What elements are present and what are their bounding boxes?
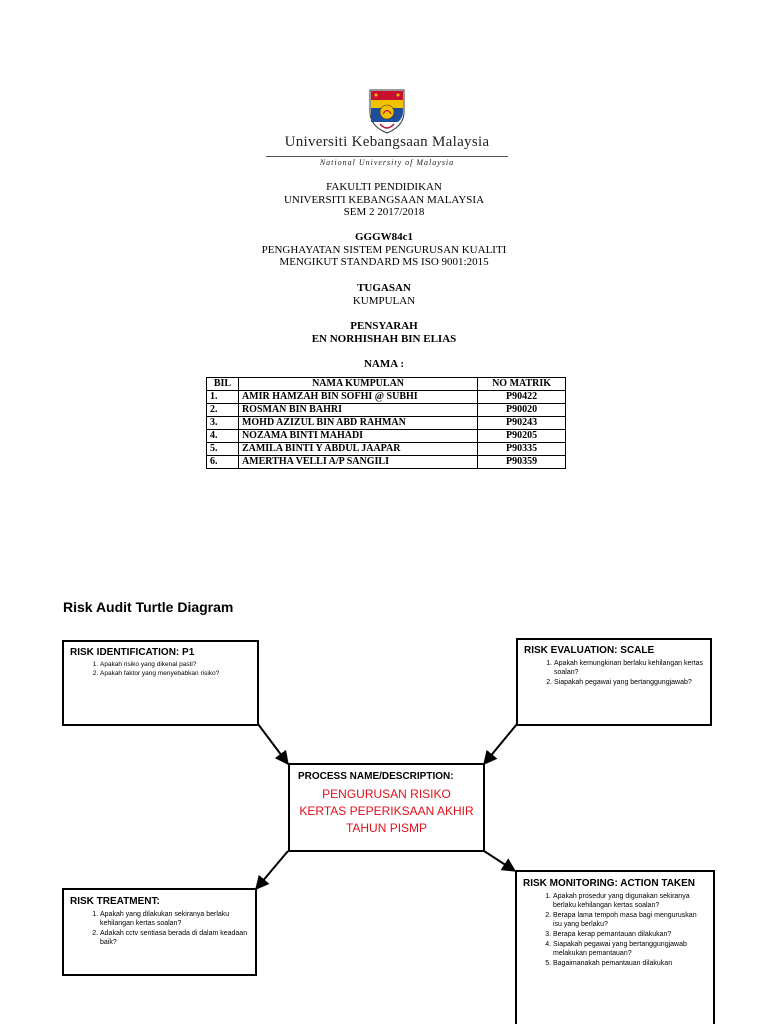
list-item: 3. Berapa kerap pemantauan dilakukan?	[553, 930, 707, 939]
risk-treatment-title: RISK TREATMENT:	[70, 896, 160, 907]
row-name: ZAMILA BINTI Y ABDUL JAAPAR	[238, 443, 477, 456]
risk-treatment-list	[70, 910, 249, 947]
university-subtitle: National University of Malaysia	[319, 158, 455, 167]
arrow-identification-to-process	[258, 724, 288, 764]
course-title-line1: PENGHAYATAN SISTEM PENGURUSAN KUALITI	[261, 243, 507, 256]
list-item: 1. Apakah yang dilakukan sekiranya berlaku kehilangan kertas soalan?	[100, 910, 249, 928]
row-matrik: P90020	[478, 404, 566, 417]
arrow-process-to-monitoring	[484, 851, 515, 871]
row-matrik: P90205	[478, 430, 566, 443]
assignment-label: TUGASAN	[357, 282, 411, 294]
row-name: AMIR HAMZAH BIN SOFHI @ SUBHI	[238, 391, 477, 404]
row-bil: 4.	[207, 430, 239, 443]
list-item: 2. Berapa lama tempoh masa bagi menguruskan isu yang berlaku?	[553, 911, 707, 929]
row-bil: 3.	[207, 417, 239, 430]
university-title: UNIVERSITI KEBANGSAAN MALAYSIA	[283, 193, 485, 206]
column-header-matrik: NO MATRIK	[478, 378, 566, 391]
process-name: PENGURUSAN RISIKO KERTAS PEPERIKSAAN AKHIR TAHUN PISMP	[299, 787, 474, 835]
row-bil: 2.	[207, 404, 239, 417]
row-name: MOHD AZIZUL BIN ABD RAHMAN	[238, 417, 477, 430]
row-bil: 6.	[207, 456, 239, 469]
list-item: 4. Siapakah pegawai yang bertanggungjawab melakukan pemantauan?	[553, 940, 707, 958]
risk-evaluation-list	[524, 659, 704, 687]
row-matrik: P90335	[478, 443, 566, 456]
risk-evaluation-title: RISK EVALUATION: SCALE	[524, 645, 655, 656]
row-matrik: P90359	[478, 456, 566, 469]
risk-monitoring-box	[515, 870, 715, 1024]
row-matrik: P90422	[478, 391, 566, 404]
list-item: 1. Apakah kemungkinan berlaku kehilangan kertas soalan?	[554, 659, 704, 677]
risk-monitoring-title: RISK MONITORING: ACTION TAKEN	[523, 878, 696, 889]
row-bil: 5.	[207, 443, 239, 456]
row-matrik: P90243	[478, 417, 566, 430]
row-name: AMERTHA VELLI A/P SANGILI	[238, 456, 477, 469]
risk-identification-title: RISK IDENTIFICATION: P1	[70, 647, 195, 658]
diagram-title: Risk Audit Turtle Diagram	[63, 599, 234, 615]
lecturer-label: PENSYARAH	[350, 320, 418, 332]
faculty-name: FAKULTI PENDIDIKAN	[326, 181, 442, 193]
course-title-line2: MENGIKUT STANDARD MS ISO 9001:2015	[279, 256, 489, 268]
arrow-process-to-treatment	[256, 851, 288, 889]
row-name: NOZAMA BINTI MAHADI	[238, 430, 477, 443]
risk-identification-list	[70, 661, 251, 678]
list-item: 2. Siapakah pegawai yang bertanggungjawab?	[554, 678, 704, 687]
course-code: GGGW84c1	[354, 231, 414, 243]
list-item: 1. Apakah prosedur yang digunakan sekiranya berlaku kehilangan kertas soalan?	[553, 892, 707, 910]
column-header-bil: BIL	[207, 378, 239, 391]
university-name: Universiti Kebangsaan Malaysia	[284, 134, 490, 150]
process-box	[288, 763, 485, 852]
column-header-name: NAMA KUMPULAN	[238, 378, 477, 391]
row-bil: 1.	[207, 391, 239, 404]
risk-treatment-box	[62, 888, 257, 976]
arrow-evaluation-to-process	[484, 724, 517, 764]
row-name: ROSMAN BIN BAHRI	[238, 404, 477, 417]
list-item: 2. Apakah faktor yang menyebabkan risiko?	[100, 670, 251, 679]
lecturer-name: EN NORHISHAH BIN ELIAS	[311, 332, 457, 345]
list-item: 5. Bagaimanakah pemantauan dilakukan	[553, 959, 707, 968]
assignment-type: KUMPULAN	[352, 294, 416, 307]
process-title: PROCESS NAME/DESCRIPTION:	[298, 771, 454, 782]
members-label: NAMA :	[363, 358, 405, 370]
risk-evaluation-box	[516, 638, 712, 726]
semester: SEM 2 2017/2018	[343, 206, 425, 218]
list-item: 1. Apakah risiko yang dikenal pasti?	[100, 661, 251, 670]
risk-identification-box	[62, 640, 259, 726]
list-item: 2. Adakah cctv sentiasa berada di dalam keadaan baik?	[100, 929, 249, 947]
risk-monitoring-list	[523, 892, 707, 968]
